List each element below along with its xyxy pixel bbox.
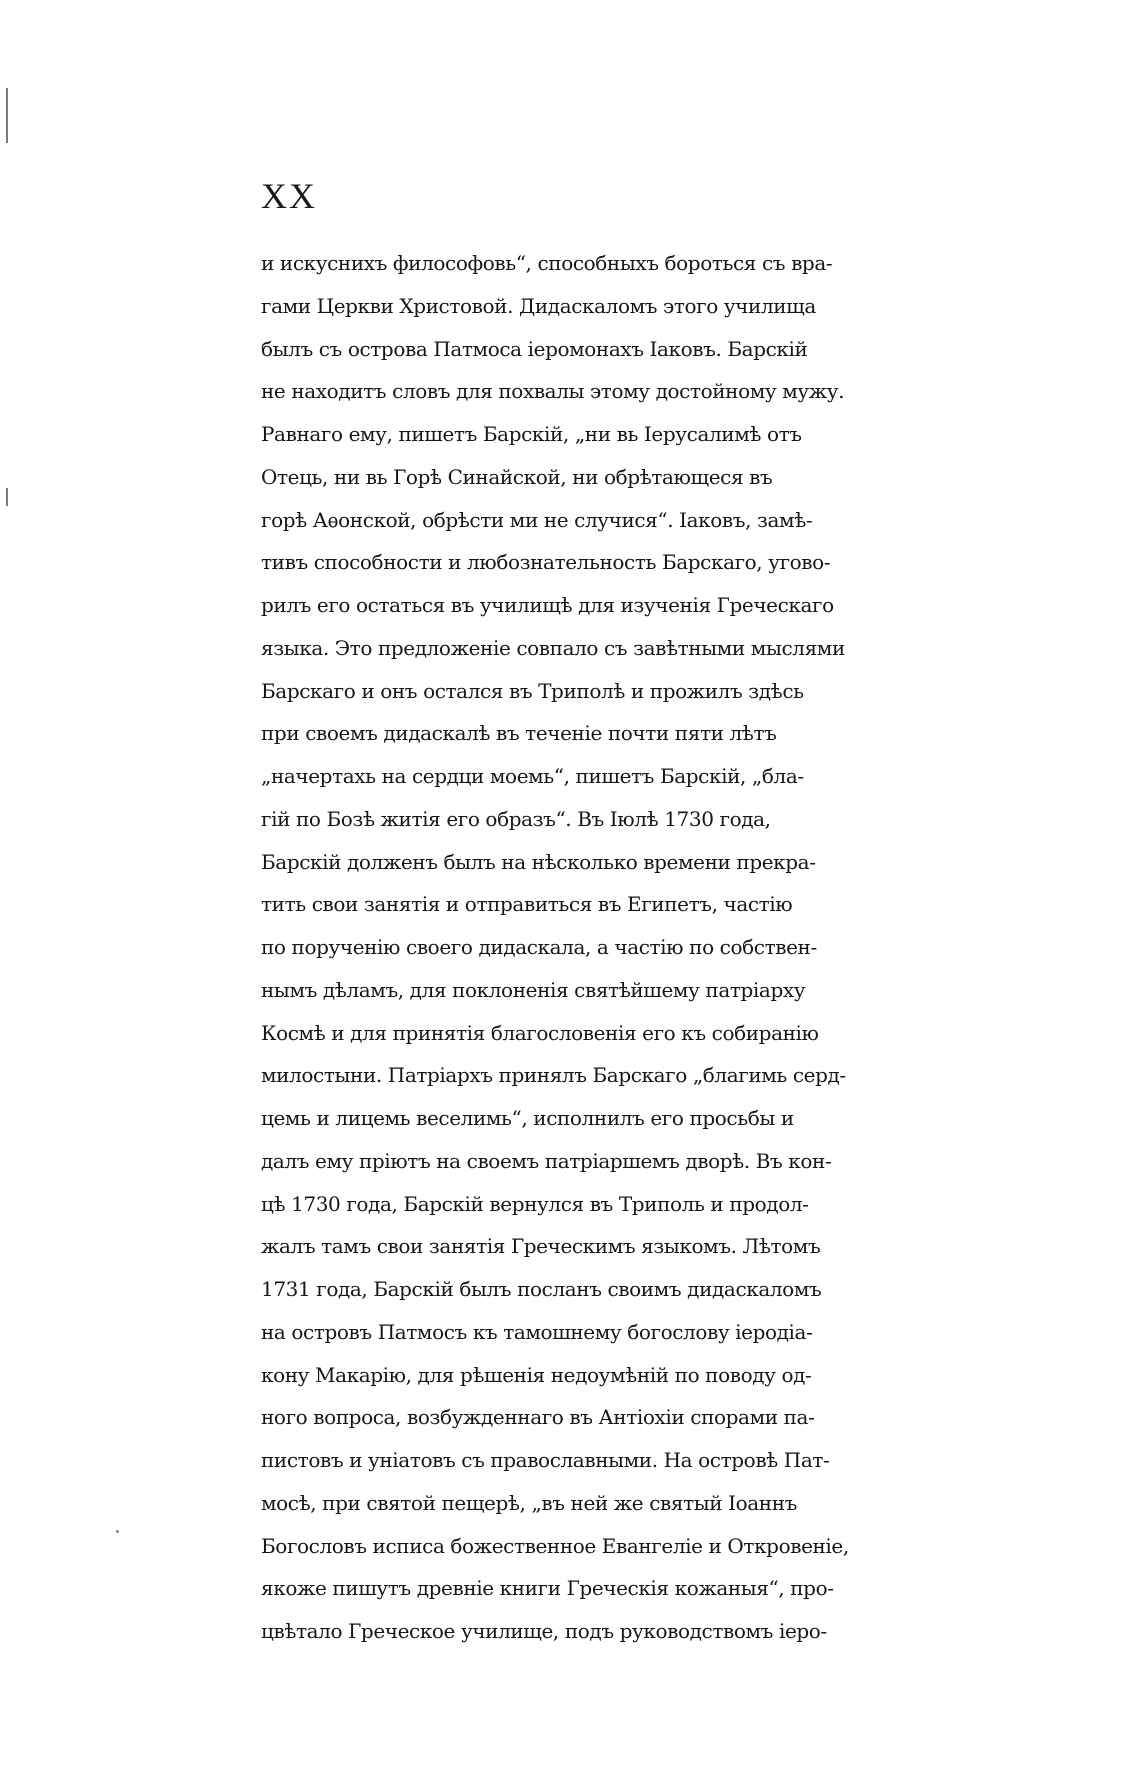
text-line: милостыни. Патріархъ принялъ Барскаго „благимь серд-	[261, 1063, 846, 1088]
text-line: жалъ тамъ свои занятія Греческимъ языкомъ. Лѣтомъ	[261, 1234, 821, 1259]
text-line: далъ ему пріютъ на своемъ патріаршемъ дворѣ. Въ кон-	[261, 1148, 832, 1173]
text-line: былъ съ острова Патмоса іеромонахъ Іаковъ. Барскій	[261, 336, 808, 361]
scan-speck	[116, 1530, 119, 1533]
text-line: при своемъ дидаскалѣ въ теченіе почти пяти лѣтъ	[261, 721, 777, 746]
scan-edge-mark	[6, 488, 8, 506]
text-line: горѣ Аѳонской, обрѣсти ми не случися“. Іаковъ, замѣ-	[261, 507, 813, 532]
body-text	[261, 242, 1017, 1653]
text-line: рилъ его остаться въ училищѣ для изученія Греческаго	[261, 593, 834, 617]
text-line: кону Макарію, для рѣшенія недоумѣній по поводу од-	[261, 1362, 812, 1387]
text-line: гами Церкви Христовой. Дидаскаломъ этого училища	[261, 293, 816, 318]
text-line: и искуснихъ философовь“, способныхъ бороться съ вра-	[261, 251, 833, 275]
text-line: „начертахь на сердци моемь“, пишетъ Барскій, „бла-	[261, 764, 804, 788]
text-line: нымъ дѣламъ, для поклоненія святѣйшему патріарху	[261, 977, 806, 1002]
text-line: тивъ способности и любознательность Барскаго, угово-	[261, 550, 831, 575]
text-line: Равнаго ему, пишетъ Барскій, „ни вь Іерусалимѣ отъ	[261, 422, 802, 446]
page-number-header: XX	[261, 176, 317, 216]
text-line: мосѣ, при святой пещерѣ, „въ ней же святый Іоаннъ	[261, 1490, 797, 1515]
text-line: цвѣтало Греческое училище, подъ руководствомъ іеро-	[261, 1619, 827, 1643]
text-line: тить свои занятія и отправиться въ Египетъ, частію	[261, 892, 793, 917]
scan-edge-mark	[6, 88, 8, 143]
text-line: 1731 года, Барскій былъ посланъ своимъ дидаскаломъ	[261, 1277, 822, 1301]
text-line: пистовъ и уніатовъ съ православными. На островѣ Пат-	[261, 1448, 830, 1472]
text-line: якоже пишутъ древніе книги Греческія кожаныя“, про-	[261, 1576, 834, 1601]
text-line: не находитъ словъ для похвалы этому достойному мужу.	[261, 379, 845, 404]
text-line: Космѣ и для принятія благословенія его къ собиранію	[261, 1020, 819, 1045]
text-line: на островъ Патмосъ къ тамошнему богослову іеродіа-	[261, 1319, 813, 1344]
text-line: цѣ 1730 года, Барскій вернулся въ Триполь и продол-	[261, 1191, 809, 1216]
text-line: по порученію своего дидаскала, а частію по собствен-	[261, 935, 817, 959]
text-line: ного вопроса, возбужденнаго въ Антіохіи спорами па-	[261, 1405, 815, 1430]
text-line: Отець, ни вь Горѣ Синайской, ни обрѣтающеся въ	[261, 464, 773, 489]
text-line: гій по Бозѣ житія его образъ“. Въ Іюлѣ 1730 года,	[261, 806, 771, 831]
text-line: Богословъ исписа божественное Евангеліе и Откровеніе,	[261, 1533, 849, 1558]
text-line: Барскаго и онъ остался въ Триполѣ и прожилъ здѣсь	[261, 678, 804, 703]
text-line: Барскій долженъ былъ на нѣсколько времени прекра-	[261, 849, 816, 874]
text-line: языка. Это предложеніе совпало съ завѣтными мыслями	[261, 635, 845, 660]
text-line: цемь и лицемь веселимь“, исполнилъ его просьбы и	[261, 1106, 794, 1130]
